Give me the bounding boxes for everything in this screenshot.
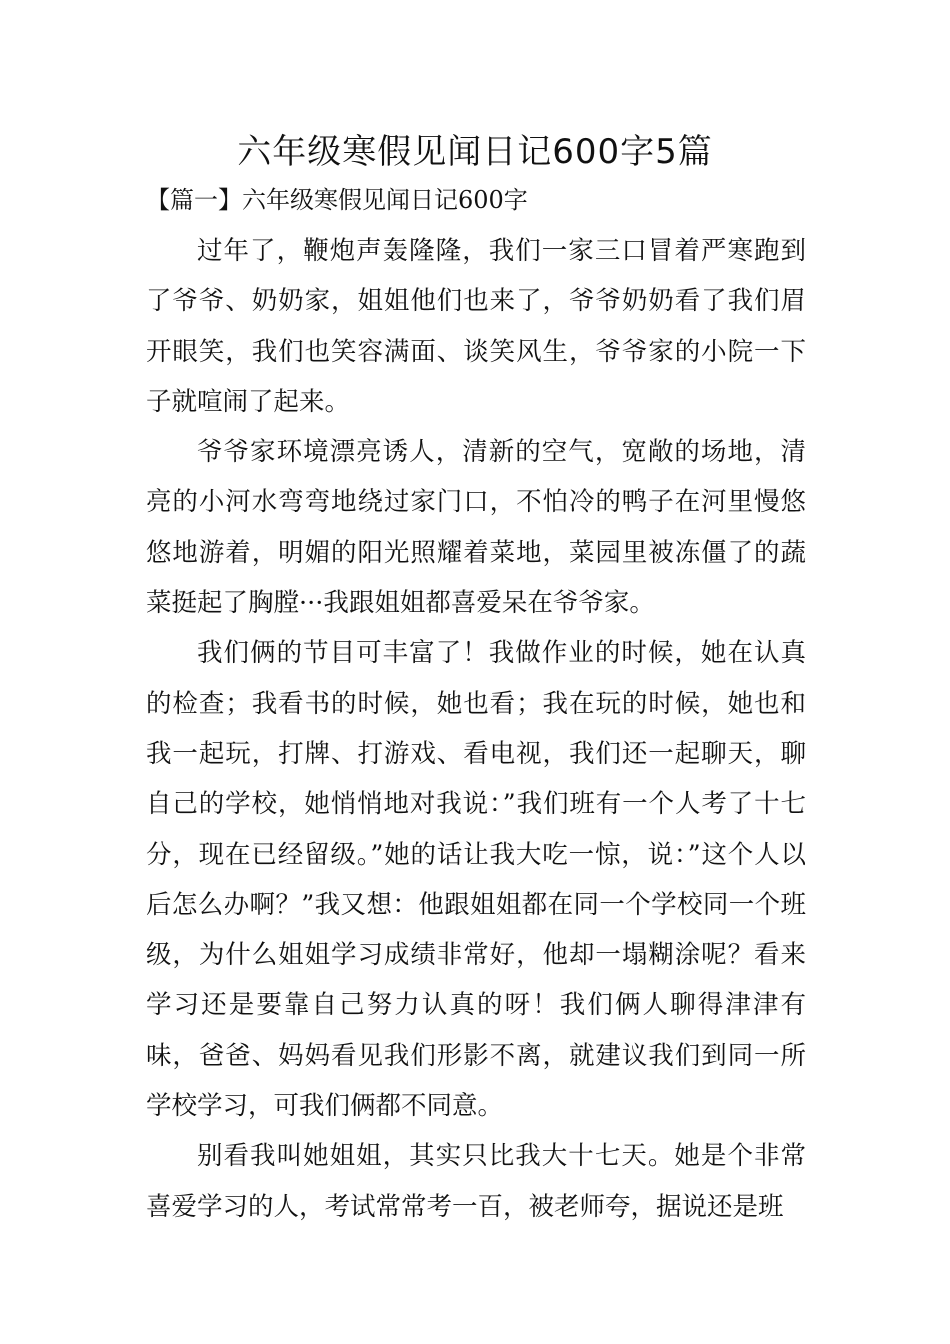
paragraph: 爷爷家环境漂亮诱人，清新的空气，宽敞的场地，清亮的小河水弯弯地绕过家门口，不怕冷的鸭子在河里慢悠悠地游着，明媚的阳光照耀着菜地，菜园里被冻僵了的蔬菜挺起了胸膛···我跟姐姐都喜爱呆在爷爷家。: [146, 437, 806, 619]
paragraph: 别看我叫她姐姐，其实只比我大十七天。她是个非常喜爱学习的人，考试常常考一百，被老师夸，据说还是班: [146, 1141, 806, 1222]
section-heading: 【篇一】六年级寒假见闻日记600字: [146, 186, 528, 214]
document-title: 六年级寒假见闻日记600字5篇: [237, 132, 713, 172]
paragraph: 过年了，鞭炮声轰隆隆，我们一家三口冒着严寒跑到了爷爷、奶奶家，姐姐他们也来了，爷爷奶奶看了我们眉开眼笑，我们也笑容满面、谈笑风生，爷爷家的小院一下子就喧闹了起来。: [146, 236, 806, 417]
body-text: [146, 226, 806, 1232]
paragraph: 我们俩的节目可丰富了！我做作业的时候，她在认真的检查；我看书的时候，她也看；我在玩的时候，她也和我一起玩，打牌、打游戏、看电视，我们还一起聊天，聊自己的学校，她悄悄地对我说：”我们班有一个人考了十七分，现在已经留级。”她的话让我大吃一惊，说：”这个人以后怎么办啊？”我又想：他跟姐姐都在同一个学校同一个班级，为什么姐姐学习成绩非常好，他却一塌糊涂呢？看来学习还是要靠自己努力认真的呀！我们俩人聊得津津有味，爸爸、妈妈看见我们形影不离，就建议我们到同一所学校学习，可我们俩都不同意。: [146, 638, 806, 1122]
